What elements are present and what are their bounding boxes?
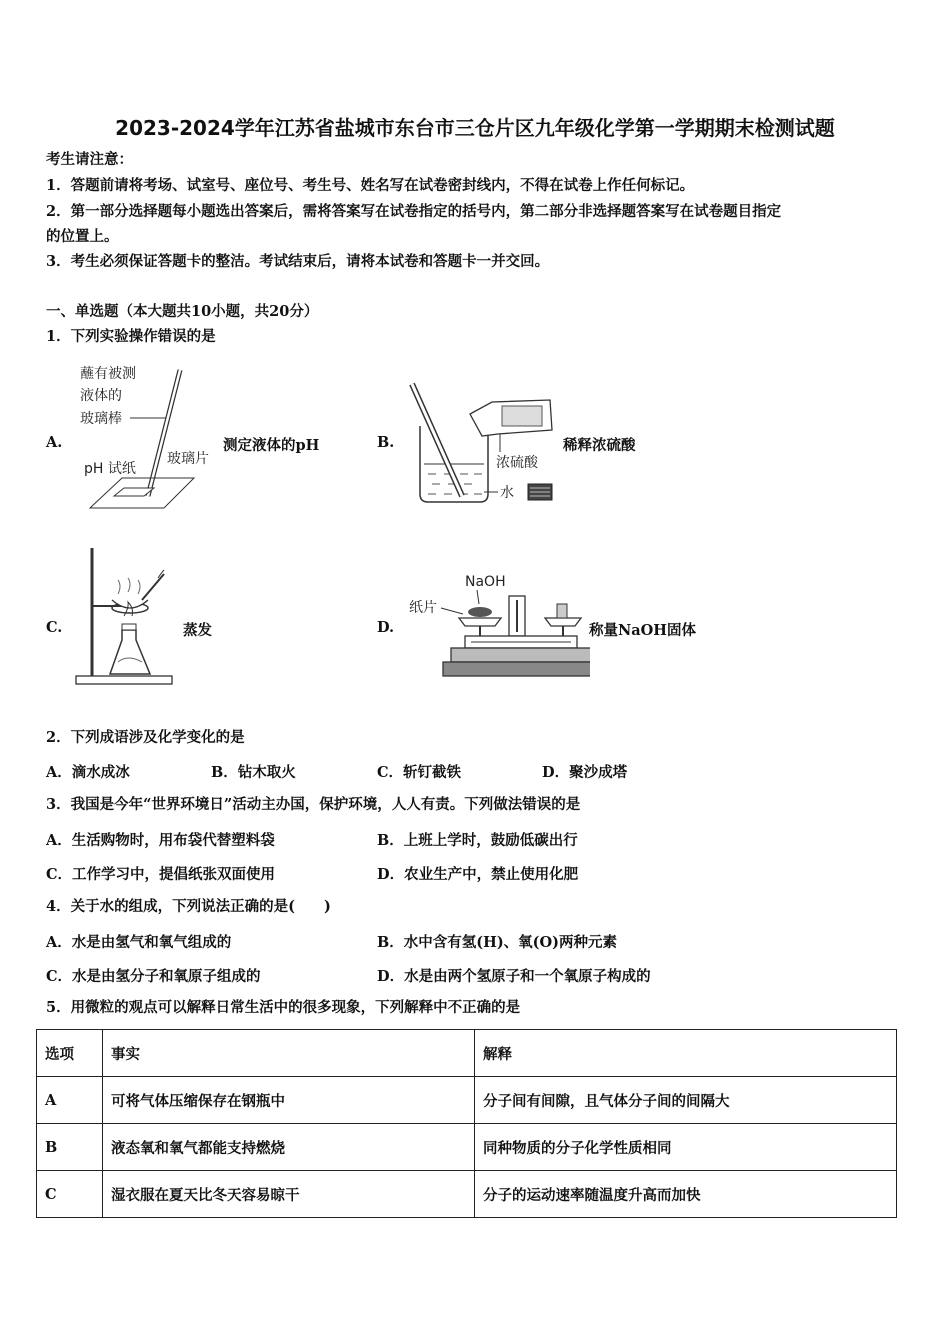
- evaporation-diagram: [70, 544, 180, 689]
- header-explanation: 解释: [475, 1030, 897, 1077]
- notice-item-1: 1．答题前请将考场、试室号、座位号、考生号、姓名写在试卷密封线内，不得在试卷上作任何标记。: [46, 177, 695, 194]
- notice-item-2-cont: 的位置上。: [46, 228, 119, 245]
- table-row: [37, 1171, 897, 1218]
- q4-option-c: C．水是由氢分子和氧原子组成的: [46, 968, 261, 985]
- label-conc-acid: 浓硫酸: [496, 455, 538, 471]
- dilute-acid-diagram: [400, 376, 560, 511]
- q3-option-b: B．上班上学时，鼓励低碳出行: [377, 832, 578, 849]
- section-heading: 一、单选题（本大题共10小题，共20分）: [46, 303, 319, 320]
- label-glass-slide: 玻璃片: [167, 451, 209, 467]
- q1-option-c-letter: C.: [46, 619, 63, 636]
- label-naoh: NaOH: [465, 574, 506, 590]
- q3-option-d: D．农业生产中，禁止使用化肥: [377, 866, 579, 883]
- q2-option-b: B．钻木取火: [211, 764, 296, 781]
- notice-item-3: 3．考生必须保证答题卡的整洁。考试结束后，请将本试卷和答题卡一并交回。: [46, 253, 550, 270]
- label-paper: 纸片: [409, 600, 437, 616]
- table-row: [37, 1077, 897, 1124]
- question-1-stem: 1．下列实验操作错误的是: [46, 328, 216, 345]
- q2-option-d: D．聚沙成塔: [542, 764, 628, 781]
- q2-option-c: C．斩钉截铁: [377, 764, 462, 781]
- q1-option-b-letter: B.: [377, 434, 395, 451]
- header-option: 选项: [37, 1030, 103, 1077]
- table-header-row: [37, 1030, 897, 1077]
- label-ph-paper: pH 试纸: [84, 461, 136, 477]
- header-fact: 事实: [103, 1030, 475, 1077]
- q1-option-d-caption: 称量NaOH固体: [589, 622, 696, 639]
- row-b-explanation: 同种物质的分子化学性质相同: [475, 1124, 897, 1171]
- page-title: 2023-2024学年江苏省盐城市东台市三仓片区九年级化学第一学期期末检测试题: [115, 116, 835, 140]
- row-c-explanation: 分子的运动速率随温度升高而加快: [475, 1171, 897, 1218]
- q4-option-a: A．水是由氢气和氧气组成的: [46, 934, 232, 951]
- q4-option-b: B．水中含有氢(H)、氧(O)两种元素: [377, 934, 618, 951]
- q1-option-a-letter: A.: [46, 434, 63, 451]
- label-dipped-3: 玻璃棒: [80, 411, 122, 427]
- question-4-stem: 4．关于水的组成，下列说法正确的是( ): [46, 898, 331, 915]
- notice-item-2: 2．第一部分选择题每小题选出答案后，需将答案写在试卷指定的括号内，第二部分非选择题答案写在试卷题目指定: [46, 203, 782, 220]
- notice-heading: 考生请注意：: [46, 151, 133, 168]
- label-dipped-2: 液体的: [80, 388, 122, 404]
- q1-option-c-caption: 蒸发: [183, 622, 212, 639]
- q1-option-a-caption: 测定液体的pH: [223, 437, 320, 454]
- row-c-option: C: [37, 1171, 103, 1218]
- balance-diagram: [405, 570, 590, 685]
- q3-option-c: C．工作学习中，提倡纸张双面使用: [46, 866, 276, 883]
- q3-option-a: A．生活购物时，用布袋代替塑料袋: [46, 832, 275, 849]
- question-3-stem: 3．我国是今年“世界环境日”活动主办国，保护环境，人人有责。下列做法错误的是: [46, 796, 581, 813]
- row-a-option: A: [37, 1077, 103, 1124]
- row-b-option: B: [37, 1124, 103, 1171]
- label-water: 水: [500, 485, 514, 501]
- q1-option-b-caption: 稀释浓硫酸: [563, 437, 636, 454]
- table-row: [37, 1124, 897, 1171]
- question-2-stem: 2．下列成语涉及化学变化的是: [46, 729, 245, 746]
- question-5-stem: 5．用微粒的观点可以解释日常生活中的很多现象，下列解释中不正确的是: [46, 999, 521, 1016]
- ph-test-diagram: [72, 360, 222, 515]
- q1-option-d-letter: D.: [377, 619, 395, 636]
- q5-table: [36, 1029, 897, 1218]
- row-a-explanation: 分子间有间隙，且气体分子间的间隔大: [475, 1077, 897, 1124]
- row-a-fact: 可将气体压缩保存在钢瓶中: [103, 1077, 475, 1124]
- q4-option-d: D．水是由两个氢原子和一个氧原子构成的: [377, 968, 651, 985]
- q2-option-a: A．滴水成冰: [46, 764, 130, 781]
- label-dipped-1: 蘸有被测: [80, 366, 136, 382]
- row-c-fact: 湿衣服在夏天比冬天容易晾干: [103, 1171, 475, 1218]
- row-b-fact: 液态氧和氧气都能支持燃烧: [103, 1124, 475, 1171]
